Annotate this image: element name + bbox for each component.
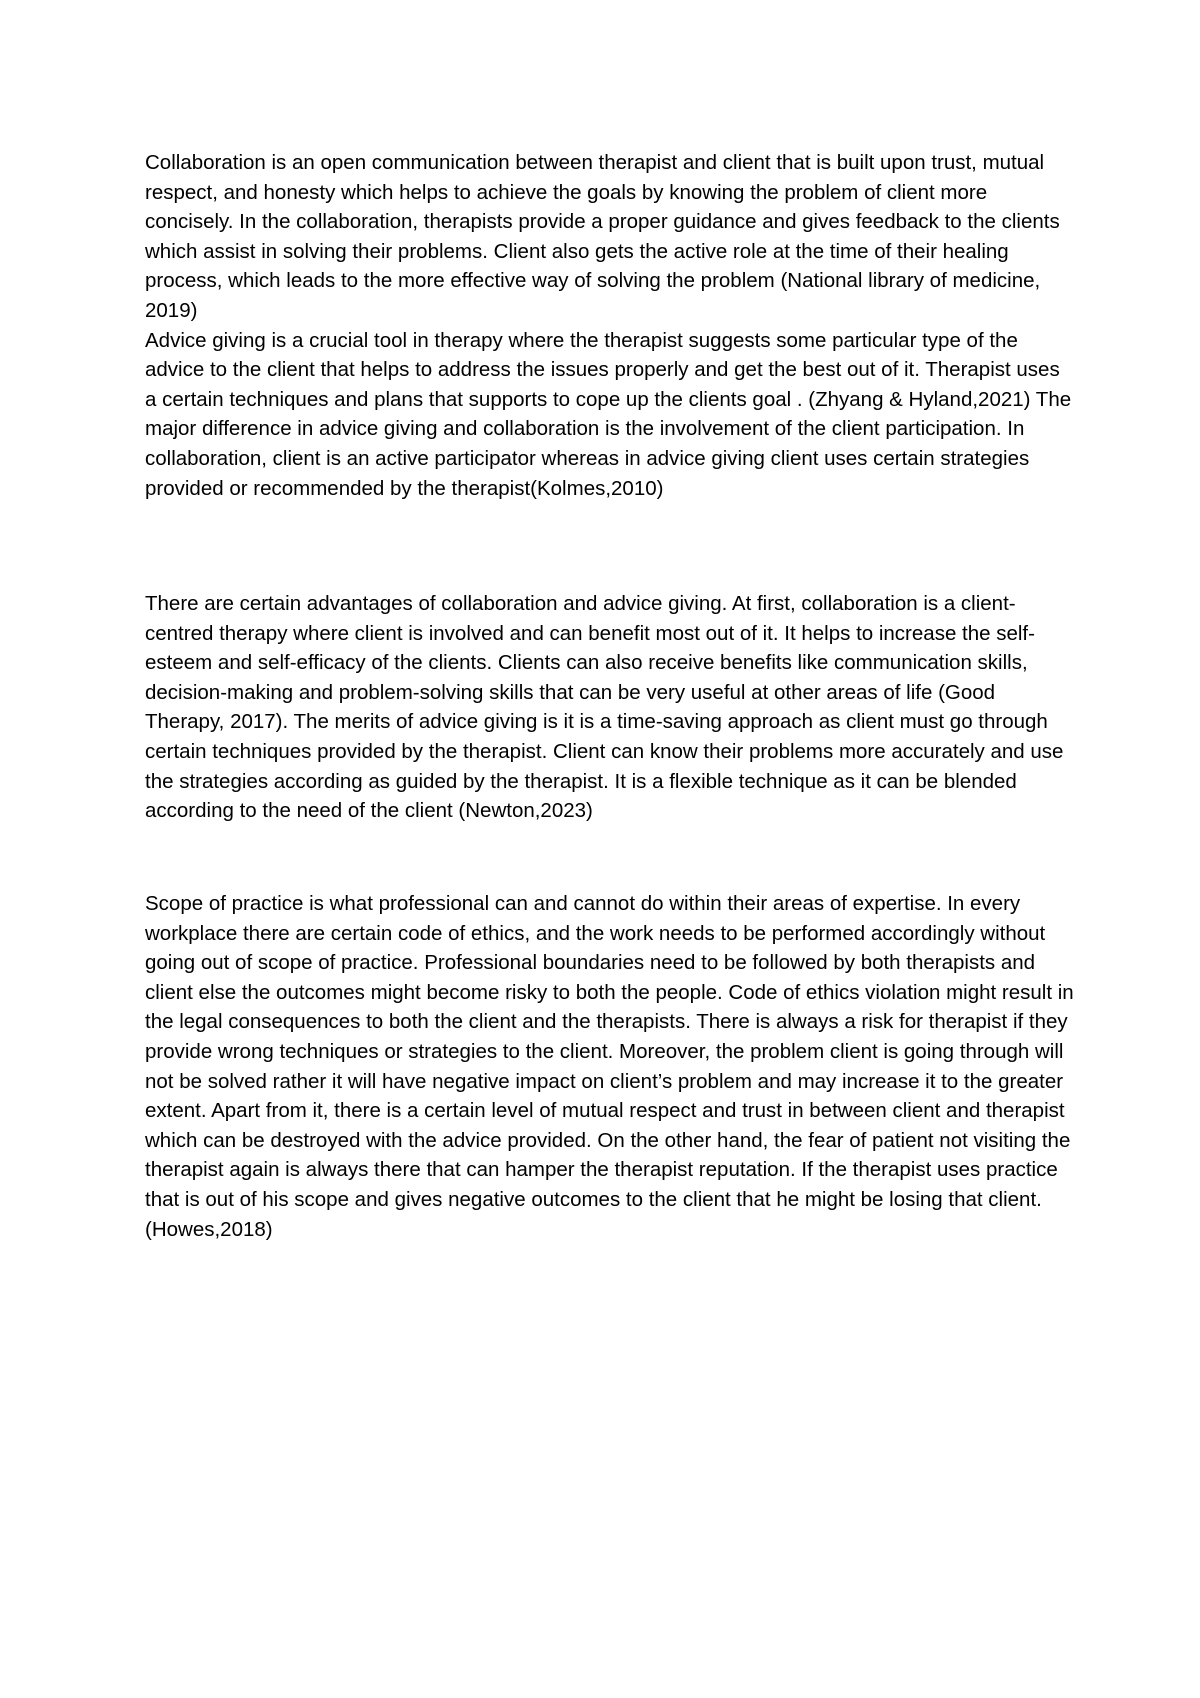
paragraph-collaboration: Collaboration is an open communication between therapist and client that is built upon trust, mutual respect, and honesty which helps to achieve the goals by knowing the problem of client more concisely. In the collaboration, therapists provide a proper guidance and gives feedback to the clients which assist in solving their problems. Client also gets the active role at the time of their healing process, which leads to the more effective way of solving the problem (National library of medicine, 2019) [145, 151, 1060, 322]
text-section-3 [145, 889, 1075, 1244]
text-section-1 [145, 148, 1075, 503]
paragraph-scope-of-practice: Scope of practice is what professional can and cannot do within their areas of expertise. In every workplace there are certain code of ethics, and the work needs to be performed accordingly without going out of scope of practice. Professional boundaries need to be followed by both therapists and client else the outcomes might become risky to both the people. Code of ethics violation might result in the legal consequences to both the client and the therapists. There is always a risk for therapist if they provide wrong techniques or strategies to the client. Moreover, the problem client is going through will not be solved rather it will have negative impact on client’s problem and may increase it to the greater extent. Apart from it, there is a certain level of mutual respect and trust in between client and therapist which can be destroyed with the advice provided. On the other hand, the fear of patient not visiting the therapist again is always there that can hamper the therapist reputation. If the therapist uses practice that is out of his scope and gives negative outcomes to the client that he might be losing that client. (Howes,2018) [145, 892, 1074, 1241]
paragraph-advantages: There are certain advantages of collaboration and advice giving. At first, collaboration is a client-centred therapy where client is involved and can benefit most out of it. It helps to increase the self-esteem and self-efficacy of the clients. Clients can also receive benefits like communication skills, decision-making and problem-solving skills that can be very useful at other areas of life (Good Therapy, 2017). The merits of advice giving is it is a time-saving approach as client must go through certain techniques provided by the therapist. Client can know their problems more accurately and use the strategies according as guided by the therapist. It is a flexible technique as it can be blended according to the need of the client (Newton,2023) [145, 592, 1064, 823]
text-section-2 [145, 589, 1075, 826]
paragraph-advice-giving: Advice giving is a crucial tool in therapy where the therapist suggests some particular type of the advice to the client that helps to address the issues properly and get the best out of it. Therapist uses a certain techniques and plans that supports to cope up the clients goal . (Zhyang & Hyland,2021) The major difference in advice giving and collaboration is the involvement of the client participation. In collaboration, client is an active participator whereas in advice giving client uses certain strategies provided or recommended by the therapist(Kolmes,2010) [145, 328, 1072, 500]
